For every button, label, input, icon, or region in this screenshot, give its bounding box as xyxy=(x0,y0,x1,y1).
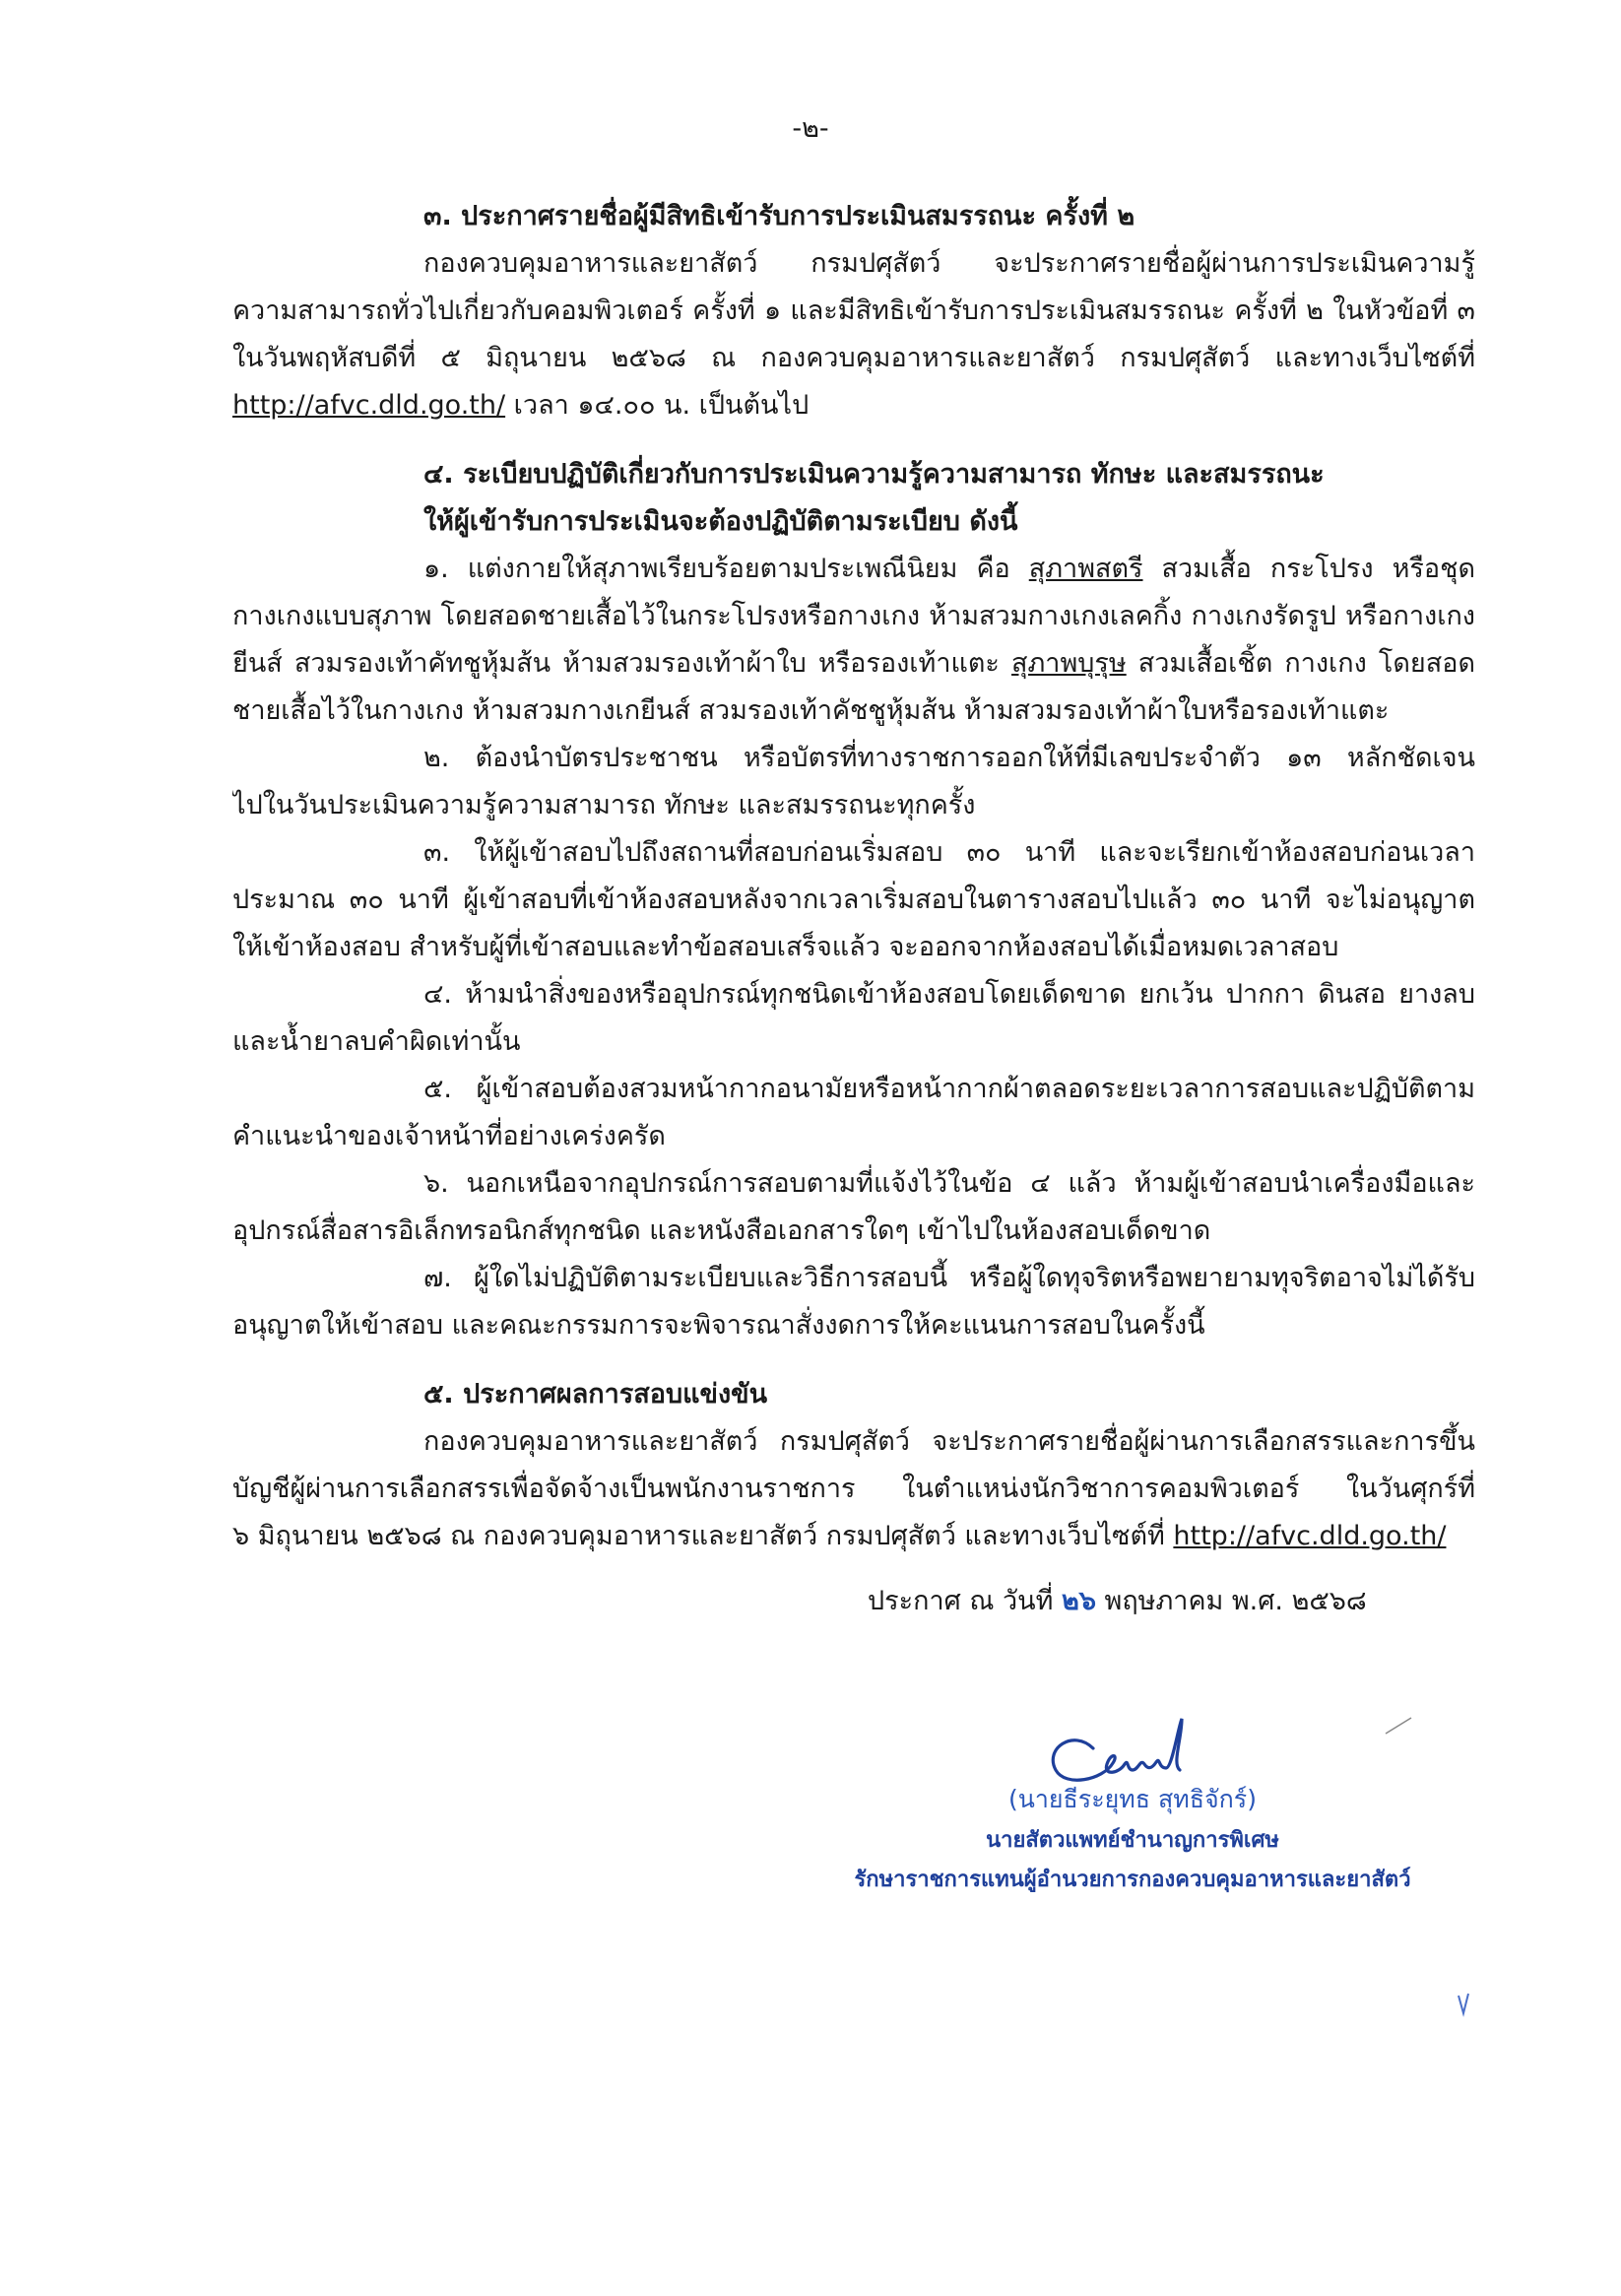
rule-1-line xyxy=(232,640,1475,688)
section-5-text: ๖ มิถุนายน ๒๕๖๘ ณ กองควบคุมอาหารและยาสัตว์ กรมปศุสัตว์ และทางเว็บไซต์ที่ xyxy=(232,1521,1174,1551)
rule-1-text: สวมเสื้อ กระโปรง หรือชุด xyxy=(1142,554,1475,584)
rule-1-text: สวมเสื้อเชิ้ต กางเกง โดยสอด xyxy=(1126,648,1475,679)
section-4-subheading: ให้ผู้เข้ารับการประเมินจะต้องปฏิบัติตามระเบียบ ดังนี้ xyxy=(423,506,1018,537)
document-body xyxy=(232,193,1475,1625)
section-3-line xyxy=(232,382,1475,429)
rule-6-line: อุปกรณ์สื่อสารอิเล็กทรอนิกส์ทุกชนิด และหนังสือเอกสารใดๆ เข้าไปในห้องสอบเด็ดขาด xyxy=(232,1215,1211,1246)
section-4-heading: ๔. ระเบียบปฏิบัติเกี่ยวกับการประเมินความรู้ความสามารถ ทักษะ และสมรรถนะ xyxy=(423,459,1325,490)
page-number: -๒- xyxy=(792,113,829,144)
rule-6-line: ๖. นอกเหนือจากอุปกรณ์การสอบตามที่แจ้งไว้ในข้อ ๔ แล้ว ห้ามผู้เข้าสอบนำเครื่องมือและ xyxy=(423,1168,1475,1199)
website-link[interactable]: http://afvc.dld.go.th/ xyxy=(232,390,506,421)
rule-1-men: สุภาพบุรุษ xyxy=(1011,648,1127,679)
announcement-date xyxy=(232,1578,1475,1625)
rule-5-line: ๕. ผู้เข้าสอบต้องสวมหน้ากากอนามัยหรือหน้ากากผ้าตลอดระยะเวลาการสอบและปฏิบัติตาม xyxy=(423,1074,1475,1104)
section-3-heading: ๓. ประกาศรายชื่อผู้มีสิทธิเข้ารับการประเมินสมรรถนะ ครั้งที่ ๒ xyxy=(423,201,1135,231)
date-day: ๒๖ xyxy=(1062,1586,1096,1616)
section-5-line: กองควบคุมอาหารและยาสัตว์ กรมปศุสัตว์ จะประกาศรายชื่อผู้ผ่านการเลือกสรรและการขึ้น xyxy=(423,1426,1475,1457)
section-3-line: กองควบคุมอาหารและยาสัตว์ กรมปศุสัตว์ จะประกาศรายชื่อผู้ผ่านการประเมินความรู้ xyxy=(423,248,1475,279)
rule-3-line: ประมาณ ๓๐ นาที ผู้เข้าสอบที่เข้าห้องสอบหลังจากเวลาเริ่มสอบในตารางสอบไปแล้ว ๓๐ นาที จะไม่อนุญาต xyxy=(232,885,1475,915)
rule-5-line: คำแนะนำของเจ้าหน้าที่อย่างเคร่งครัด xyxy=(232,1121,666,1151)
rule-7-line: ๗. ผู้ใดไม่ปฏิบัติตามระเบียบและวิธีการสอบนี้ หรือผู้ใดทุจริตหรือพยายามทุจริตอาจไม่ได้รับ xyxy=(423,1263,1475,1293)
rule-1-text: ยีนส์ สวมรองเท้าคัทชูหุ้มส้น ห้ามสวมรองเท้าผ้าใบ หรือรองเท้าแตะ xyxy=(232,648,1012,679)
rule-3-line: ๓. ให้ผู้เข้าสอบไปถึงสถานที่สอบก่อนเริ่มสอบ ๓๐ นาที และจะเรียกเข้าห้องสอบก่อนเวลา xyxy=(423,837,1475,868)
rule-1-women: สุภาพสตรี xyxy=(1028,554,1143,584)
rule-4-line: ๔. ห้ามนำสิ่งของหรืออุปกรณ์ทุกชนิดเข้าห้องสอบโดยเด็ดขาด ยกเว้น ปากกา ดินสอ ยางลบ xyxy=(423,979,1475,1010)
section-3-line: ในวันพฤหัสบดีที่ ๕ มิถุนายน ๒๕๖๘ ณ กองควบคุมอาหารและยาสัตว์ กรมปศุสัตว์ และทางเว็บไซต์ที่ xyxy=(232,343,1475,373)
rule-4-line: และน้ำยาลบคำผิดเท่านั้น xyxy=(232,1026,521,1057)
rule-1-line: ชายเสื้อไว้ในกางเกง ห้ามสวมกางเกยีนส์ สวมรองเท้าคัชชูหุ้มส้น ห้ามสวมรองเท้าผ้าใบหรือรองเท้าแตะ xyxy=(232,695,1390,726)
date-prefix: ประกาศ ณ วันที่ xyxy=(868,1586,1063,1616)
rule-2-line: ๒. ต้องนำบัตรประชาชน หรือบัตรที่ทางราชการออกให้ที่มีเลขประจำตัว ๑๓ หลักชัดเจน xyxy=(423,743,1475,773)
section-5-line: บัญชีผู้ผ่านการเลือกสรรเพื่อจัดจ้างเป็นพนักงานราชการ ในตำแหน่งนักวิชาการคอมพิวเตอร์ ในวันศุกร์ที่ xyxy=(232,1474,1475,1504)
website-link[interactable]: http://afvc.dld.go.th/ xyxy=(1173,1521,1447,1551)
section-3-line: ความสามารถทั่วไปเกี่ยวกับคอมพิวเตอร์ ครั้งที่ ๑ และมีสิทธิเข้ารับการประเมินสมรรถนะ ครั้งที่ ๒ ในหัวข้อที่ ๓ xyxy=(232,295,1475,326)
rule-7-line: อนุญาตให้เข้าสอบ และคณะกรรมการจะพิจารณาสั่งงดการให้คะแนนการสอบในครั้งนี้ xyxy=(232,1310,1205,1341)
section-5-line xyxy=(232,1513,1475,1560)
rule-1-line xyxy=(232,546,1475,593)
section-3-tail: เวลา ๑๔.๐๐ น. เป็นต้นไป xyxy=(505,390,810,421)
signature-block xyxy=(788,1778,1477,1900)
section-5-heading: ๕. ประกาศผลการสอบแข่งขัน xyxy=(423,1379,768,1410)
rule-3-line: ให้เข้าห้องสอบ สำหรับผู้ที่เข้าสอบและทำข้อสอบเสร็จแล้ว จะออกจากห้องสอบได้เมื่อหมดเวลาสอบ xyxy=(232,932,1339,962)
rule-1-line: กางเกงแบบสุภาพ โดยสอดชายเสื้อไว้ในกระโปรงหรือกางเกง ห้ามสวมกางเกงเลคกิ้ง กางเกงรัดรูป หรือกางเกง xyxy=(232,601,1475,631)
check-mark-icon xyxy=(1384,1716,1413,1736)
rule-1-text: ๑. แต่งกายให้สุภาพเรียบร้อยตามประเพณีนิยม คือ xyxy=(423,554,1029,584)
signer-acting-role: รักษาราชการแทนผู้อำนวยการกองควบคุมอาหารและยาสัตว์ xyxy=(854,1868,1411,1892)
tick-icon xyxy=(1456,1992,1471,2017)
signer-name: (นายธีระยุทธ สุทธิจักร์) xyxy=(1008,1785,1257,1813)
signer-position: นายสัตวแพทย์ชำนาญการพิเศษ xyxy=(986,1828,1279,1853)
date-suffix: พฤษภาคม พ.ศ. ๒๕๖๘ xyxy=(1095,1586,1367,1616)
rule-2-line: ไปในวันประเมินความรู้ความสามารถ ทักษะ และสมรรถนะทุกครั้ง xyxy=(232,790,976,820)
